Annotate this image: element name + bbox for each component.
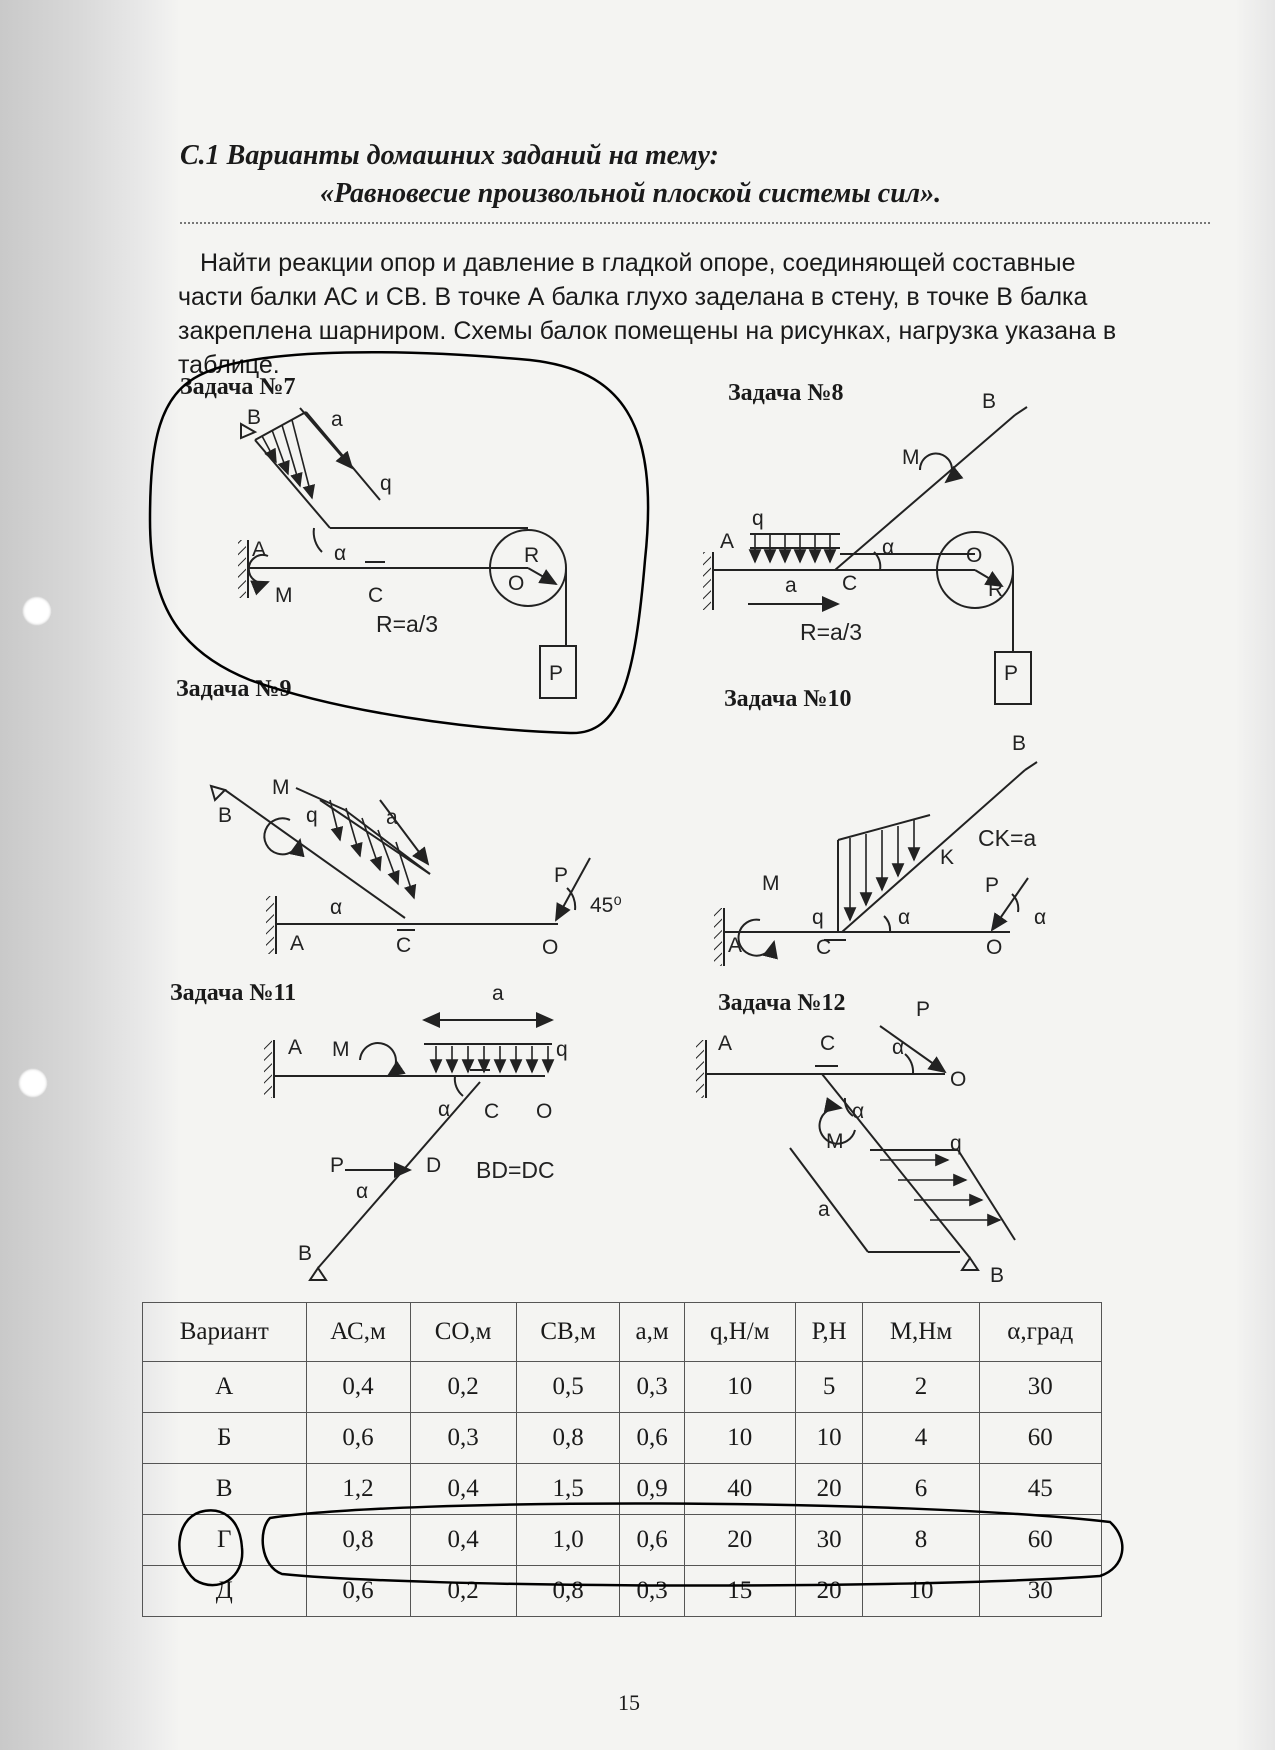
task-10-relation: CK=a (978, 825, 1037, 851)
label-p: P (554, 864, 569, 887)
label-m: M (762, 872, 780, 895)
table-header: М,Нм (863, 1303, 979, 1362)
label-a-point: A (720, 530, 735, 553)
problem-text: Найти реакции опор и давление в гладкой опоре, соединяющей составные части балки АС и СВ. В точке А балка глухо заделана в стену, в точке В балка закреплена шарниром. Схемы балок помещены на рисунках, нагрузка указана в таблице. (178, 249, 1117, 379)
label-b: B (218, 804, 233, 827)
table-cell: 30 (795, 1515, 863, 1566)
variants-table (142, 1302, 1102, 1617)
label-b: B (990, 1264, 1005, 1287)
table-cell: 8 (863, 1515, 979, 1566)
table-cell: 4 (863, 1413, 979, 1464)
table-header: а,м (620, 1303, 684, 1362)
label-q: q (556, 1038, 568, 1061)
table-cell: 2 (863, 1362, 979, 1413)
label-b: B (298, 1242, 313, 1265)
label-p: P (1004, 662, 1019, 685)
table-cell: Д (143, 1566, 307, 1617)
table-row (143, 1566, 1102, 1617)
table-cell: 60 (979, 1413, 1101, 1464)
label-q: q (380, 472, 392, 495)
label-m: M (272, 776, 290, 799)
table-cell: 0,6 (306, 1566, 410, 1617)
table-cell: 0,4 (410, 1464, 516, 1515)
table-row (143, 1464, 1102, 1515)
label-c: C (842, 572, 858, 595)
label-m: M (826, 1130, 844, 1153)
table-header: α,град (979, 1303, 1101, 1362)
label-alpha: α (356, 1180, 369, 1203)
table-header: СВ,м (516, 1303, 620, 1362)
table-cell: 20 (684, 1515, 795, 1566)
label-c: C (816, 936, 832, 959)
label-o: O (542, 936, 559, 959)
label-alpha: α (852, 1100, 865, 1123)
table-cell: 30 (979, 1362, 1101, 1413)
label-q: q (306, 804, 318, 827)
task-11-diagram (264, 1020, 552, 1280)
label-m: M (275, 584, 293, 607)
label-c: C (820, 1032, 836, 1055)
label-o: O (986, 936, 1003, 959)
label-a-point: A (252, 538, 267, 561)
task-7-relation: R=a/3 (376, 611, 439, 637)
label-o: O (508, 572, 525, 595)
section-title: С.1 Варианты домашних заданий на тему: (180, 140, 719, 171)
table-cell: Б (143, 1413, 307, 1464)
label-a-point: A (288, 1036, 303, 1059)
table-cell: 1,0 (516, 1515, 620, 1566)
label-alpha: α (892, 1036, 905, 1059)
table-header: Вариант (143, 1303, 307, 1362)
label-a: a (818, 1198, 830, 1221)
label-a: a (386, 806, 398, 829)
table-row (143, 1362, 1102, 1413)
table-cell: 0,8 (516, 1413, 620, 1464)
label-a: a (785, 574, 797, 597)
table-cell: 1,2 (306, 1464, 410, 1515)
label-k: K (940, 846, 955, 869)
label-m: M (332, 1038, 350, 1061)
task-11-label: Задача №11 (170, 980, 297, 1006)
task-8-relation: R=a/3 (800, 619, 863, 645)
table-cell: 60 (979, 1515, 1101, 1566)
table-cell: А (143, 1362, 307, 1413)
label-m: M (902, 446, 920, 469)
table-cell: 0,6 (306, 1413, 410, 1464)
table-cell: 0,6 (620, 1413, 684, 1464)
label-alpha: α (1034, 906, 1047, 929)
label-b: B (247, 406, 262, 429)
label-p: P (549, 662, 564, 685)
table-cell: 0,3 (620, 1362, 684, 1413)
page-number: 15 (618, 1690, 640, 1715)
table-cell: 0,4 (306, 1362, 410, 1413)
section-subtitle: «Равновесие произвольной плоской системы сил». (320, 178, 942, 209)
table-cell: 0,8 (516, 1566, 620, 1617)
table-header: Р,Н (795, 1303, 863, 1362)
label-alpha: α (882, 536, 895, 559)
table-cell: 0,4 (410, 1515, 516, 1566)
table-cell: 6 (863, 1464, 979, 1515)
table-cell: 10 (795, 1413, 863, 1464)
table-cell: 40 (684, 1464, 795, 1515)
table-cell: 0,3 (620, 1566, 684, 1617)
task-12-label: Задача №12 (718, 990, 846, 1016)
label-alpha: α (330, 896, 343, 919)
task-12-diagram (696, 1026, 1015, 1270)
table-cell: 10 (684, 1413, 795, 1464)
table-cell: 0,6 (620, 1515, 684, 1566)
table-cell: 0,8 (306, 1515, 410, 1566)
label-r: R (524, 544, 540, 567)
table-cell: 1,5 (516, 1464, 620, 1515)
table-cell: 0,2 (410, 1362, 516, 1413)
table-cell: В (143, 1464, 307, 1515)
table-header: СО,м (410, 1303, 516, 1362)
label-a: a (331, 408, 343, 431)
table-cell: 0,9 (620, 1464, 684, 1515)
table-cell: 15 (684, 1566, 795, 1617)
label-o: O (950, 1068, 967, 1091)
label-p: P (330, 1154, 345, 1177)
label-alpha: α (898, 906, 911, 929)
label-b: B (982, 390, 997, 413)
table-row-highlighted (143, 1515, 1102, 1566)
table-cell: 0,2 (410, 1566, 516, 1617)
label-p: P (916, 998, 931, 1021)
label-alpha: α (334, 542, 347, 565)
label-q: q (950, 1132, 962, 1155)
table-cell: 0,5 (516, 1362, 620, 1413)
label-r: R (988, 578, 1004, 601)
label-q: q (812, 906, 824, 929)
label-c: C (396, 934, 412, 957)
table-cell: 10 (684, 1362, 795, 1413)
label-a-point: A (728, 934, 743, 957)
table-row (143, 1413, 1102, 1464)
label-a: a (492, 982, 504, 1005)
table-header: АС,м (306, 1303, 410, 1362)
label-b: B (1012, 732, 1027, 755)
table-cell: 20 (795, 1464, 863, 1515)
table-cell: 30 (979, 1566, 1101, 1617)
task-9-angle: 45⁰ (590, 894, 622, 917)
label-c: C (368, 584, 384, 607)
label-alpha: α (438, 1098, 451, 1121)
label-o: O (966, 544, 983, 567)
table-cell: 0,3 (410, 1413, 516, 1464)
table-header: q,Н/м (684, 1303, 795, 1362)
table-header-row (143, 1303, 1102, 1362)
label-d: D (426, 1154, 442, 1177)
task-10-label: Задача №10 (724, 686, 852, 712)
label-o: O (536, 1100, 553, 1123)
label-q: q (752, 507, 764, 530)
task-9-label: Задача №9 (176, 676, 292, 702)
table-cell: 45 (979, 1464, 1101, 1515)
task-9-diagram (211, 786, 590, 954)
table-cell: Г (143, 1515, 307, 1566)
table-cell: 20 (795, 1566, 863, 1617)
label-c: C (484, 1100, 500, 1123)
task-11-relation: BD=DC (476, 1157, 555, 1183)
task-7-label: Задача №7 (180, 374, 296, 400)
task-8-label: Задача №8 (728, 380, 844, 406)
label-a-point: A (290, 932, 305, 955)
label-a-point: A (718, 1032, 733, 1055)
table-cell: 10 (863, 1566, 979, 1617)
table-cell: 5 (795, 1362, 863, 1413)
label-p: P (985, 874, 1000, 897)
